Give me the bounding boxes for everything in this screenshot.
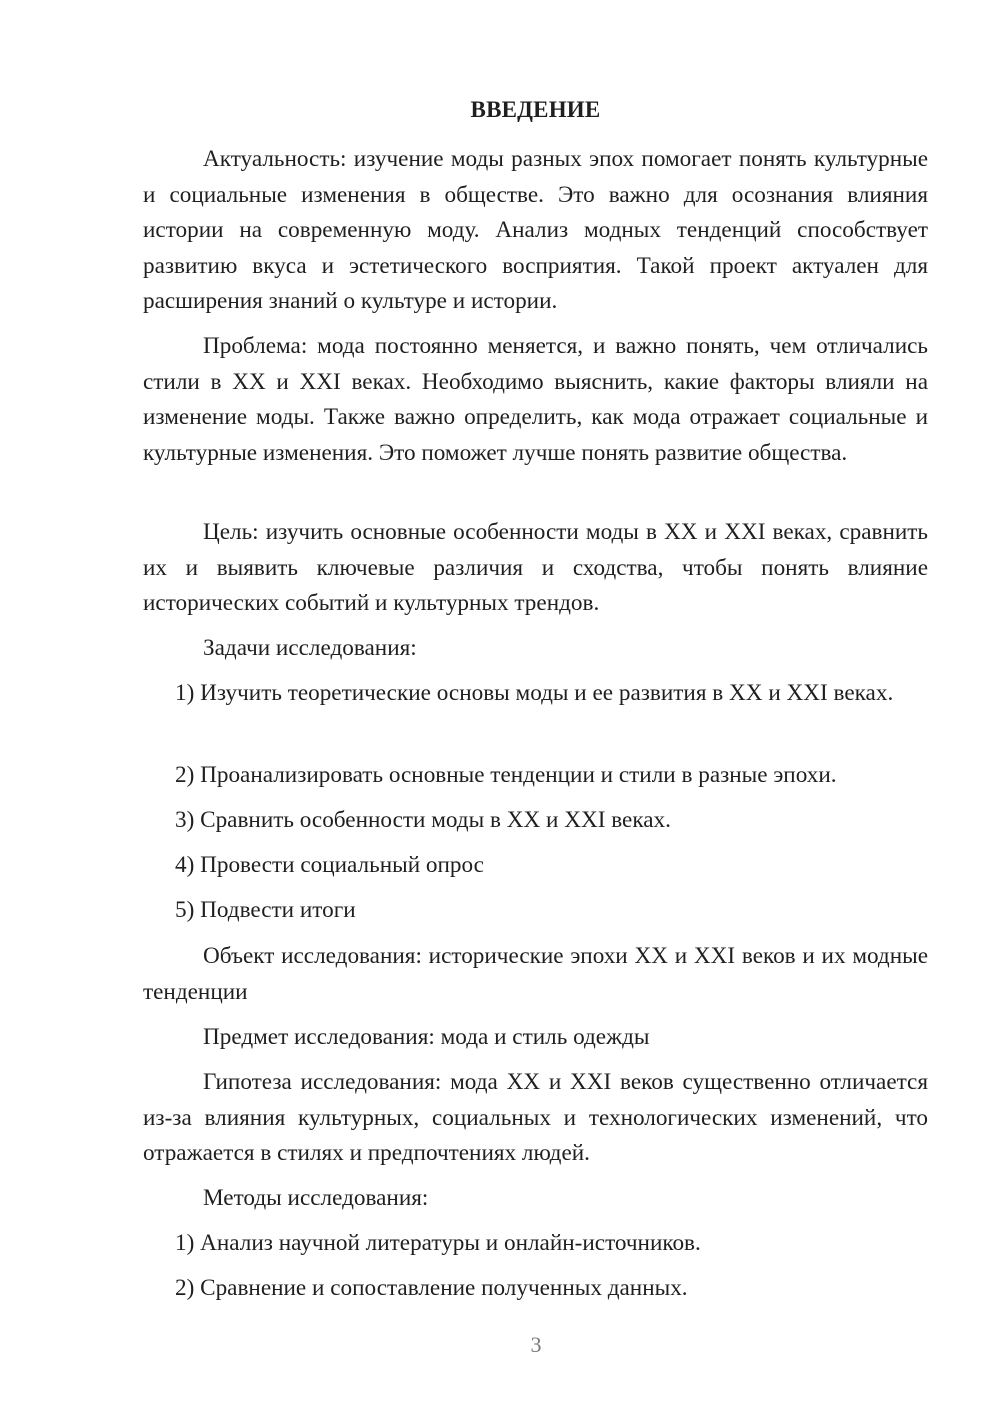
tasks-heading: Задачи исследования: (203, 635, 417, 661)
method-item-1: 1) Анализ научной литературы и онлайн-источников. (175, 1230, 701, 1256)
task-item-5: 5) Подвести итоги (175, 897, 356, 923)
method-item-2: 2) Сравнение и сопоставление полученных данных. (175, 1275, 688, 1301)
methods-heading: Методы исследования: (203, 1185, 429, 1211)
subject-paragraph: Предмет исследования: мода и стиль одежды (203, 1024, 650, 1050)
task-item-1: 1) Изучить теоретические основы моды и ее развития в XX и XXI веках. (175, 680, 894, 706)
goal-paragraph: Цель: изучить основные особенности моды в XX и XXI веках, сравнить их и выявить ключевые различия и сходства, чтобы понять влияние исторических событий и культурных трендов. (143, 519, 928, 616)
object-paragraph: Объект исследования: исторические эпохи XX и XXI веков и их модные тенденции (143, 943, 928, 1005)
page-number: 3 (530, 1332, 542, 1357)
task-item-3: 3) Сравнить особенности моды в XX и XXI веках. (175, 807, 671, 833)
problem-paragraph: Проблема: мода постоянно меняется, и важно понять, чем отличались стили в XX и XXI веках. Необходимо выяснить, какие факторы влияли на изменение моды. Также важно определить, как мода отражает социальные и культурные изменения. Это поможет лучше понять развитие общества. (143, 333, 928, 466)
task-item-4: 4) Провести социальный опрос (175, 852, 484, 878)
task-item-2: 2) Проанализировать основные тенденции и стили в разные эпохи. (175, 762, 837, 788)
hypothesis-paragraph: Гипотеза исследования: мода XX и XXI веков существенно отличается из-за влияния культурных, социальных и технологических изменений, что отражается в стилях и предпочтениях людей. (143, 1069, 928, 1166)
page-title: ВВЕДЕНИЕ (470, 97, 601, 122)
relevance-paragraph: Актуальность: изучение моды разных эпох помогает понять культурные и социальные изменения в обществе. Это важно для осознания влияния истории на современную моду. Анализ модных тенденций способствует развитию вкуса и эстетического восприятия. Такой проект актуален для расширения знаний о культуре и истории. (143, 146, 928, 314)
